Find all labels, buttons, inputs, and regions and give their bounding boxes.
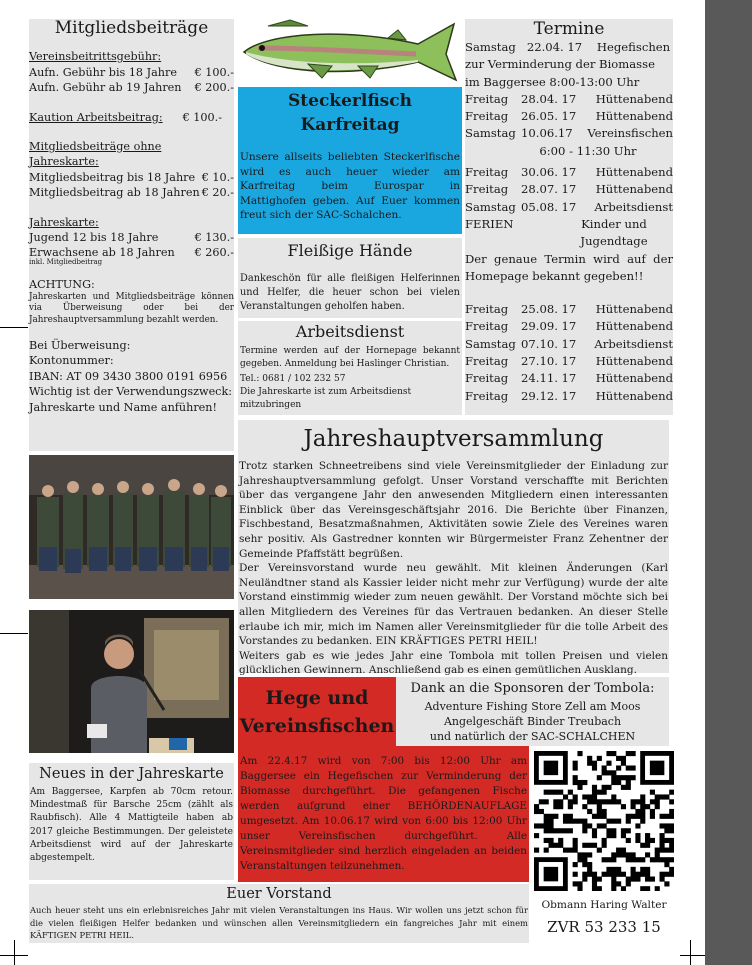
fish-icon (238, 18, 462, 84)
crop-mark (0, 633, 28, 634)
dates-list (465, 91, 673, 143)
steckerlfisch-title: Steckerlfisch Karfreitag (288, 91, 412, 135)
entry-fee-heading: Vereinsbeitrittsgebühr: (29, 50, 162, 64)
attention-text: Jahreskarten und Mitgliedsbeiträge können via Überweisung oder bei der Jahreshauptversammlung bezahlt werden. (29, 292, 234, 325)
deposit-row: Kaution Arbeitsbeitrag: € 100.- (29, 110, 222, 124)
work-duty-text: Termine werden auf der Hornepage bekannt gegeben. Anmeldung bei Haslinger Christian. (240, 346, 460, 369)
date-row: Freitag 29.09. 17 Hüttenabend (465, 319, 673, 334)
date-row: Freitag 25.08. 17 Hüttenabend (465, 302, 673, 317)
sponsors-box (396, 677, 669, 746)
purpose-label: Wichtig ist der Verwendungszweck: (29, 385, 233, 399)
card-note: inkl. Mitgliedbeitrag (29, 257, 103, 266)
transfer-heading: Bei Überweisung: (29, 338, 131, 352)
sponsors-title: Dank an die Sponsoren der Tombola: (410, 681, 655, 696)
speaker-photo (29, 610, 234, 753)
hege-text: Am 22.4.17 wird von 7:00 bis 12:00 Uhr am Baggersee ein Hegefischen zur Verminderung der Biomasse durchgeführt. Die gefangenen Fische werden aufgrund einer BEHÖRDENAUFLAGE umgesetzt. Am 10.06.17 wird von 6:00 bis 12:00 Uhr unser Vereinsfischen durchgeführt. Alle Vereinsmitglieder sind herzlich eingeladen an beiden Veranstaltungen teilzunehmen. (240, 755, 527, 872)
work-duty-phone: Tel.: 0681 / 102 232 57 (240, 374, 346, 384)
fee-row: Mitgliedsbeitrag bis 18 Jahre € 10.- (29, 170, 234, 184)
crop-mark (0, 327, 28, 328)
fees-title: Mitgliedsbeiträge (54, 18, 209, 38)
time-line: 6:00 - 11:30 Uhr (539, 143, 637, 158)
nocard-heading: Mitgliedsbeiträge ohne Jahreskarte: (29, 140, 162, 169)
board-title: Euer Vorstand (226, 886, 332, 902)
news-title: Neues in der Jahreskarte (39, 766, 224, 782)
work-duty-box (238, 321, 462, 415)
card-heading: Jahreskarte: (29, 215, 99, 229)
date-row-cont: zur Verminderung der Biomasse (465, 57, 655, 72)
date-row: Samstag 22.04. 17 Hegefischen (465, 40, 671, 54)
group-photo (29, 455, 234, 599)
steckerlfisch-box (238, 87, 462, 234)
dates-box (465, 19, 673, 415)
zvr-number: ZVR 53 233 15 (547, 918, 661, 936)
qr-code-icon[interactable] (534, 751, 674, 891)
annual-meeting-box (238, 420, 669, 677)
date-row: Freitag 27.10. 17 Hüttenabend (465, 354, 673, 369)
annual-meeting-text: Trotz starken Schneetreibens sind viele Vereinsmitglieder der Einladung zur Jahreshauptversammlung gefolgt. Unser Vorstand verschaffte mit Berichten über das vergangene Jahr den anwesenden Mitgliedern einen interessanten Einblick über das Vereinsgeschäftsjahr 2016. Die Berichte über Finanzen, Fischbestand, Besatzmaßnahmen, Aktivitäten sowie Ziele des Vereines waren sehr positiv. Als Gastredner konnten wir Bürgermeister Franz Zehentner der Gemeinde Pfaffstätt begrüßen. Der Vereinsvorstand wurde neu gewählt. Mit kleinen Änderungen (Karl Neuländtner stand als Kassier leider nicht mehr zur Verfügung) wurde der alte Vorstand einstimmig wieder zum neuen gewählt. Der Vorstand möchte sich bei allen Mitgliedern des Vereines für das Vertrauen bedanken. An dieser Stelle erlaube ich mir, mich im Namen aller Vereinsmitglieder für die tolle Arbeit des Vorstandes zu bedanken. EIN KRÄFTIGES PETRI HEIL! Weiters gab es wie jedes Jahr eine Tombola mit tollen Preisen und vielen glücklichen Gewinnern. Anschließend gab es einen gemütlichen Ausklang. (239, 460, 668, 677)
helpers-text: Dankeschön für alle fleißigen Helferinnen und Helfer, die heuer schon bei vielen Veranstaltungen geholfen haben. (240, 273, 460, 312)
account-label: Kontonummer: (29, 354, 114, 368)
date-row: Samstag 05.08. 17 Arbeitsdienst (465, 199, 673, 214)
crop-mark (680, 955, 705, 956)
attention-heading: ACHTUNG: (29, 277, 95, 291)
date-row-cont: im Baggersee 8:00-13:00 Uhr (465, 74, 640, 89)
dates-list (465, 301, 673, 405)
work-duty-card-note: Die Jahreskarte ist zum Arbeitsdienst mitzubringen (240, 387, 412, 410)
fee-row: Aufn. Gebühr bis 18 Jahre € 100.- (29, 65, 234, 79)
helpers-box (238, 238, 462, 318)
fee-row: Mitgliedsbeitrag ab 18 Jahren € 20.- (29, 186, 234, 200)
dates-title: Termine (533, 19, 605, 39)
date-row: Freitag 26.05. 17 Hüttenabend (465, 109, 673, 124)
crop-mark (14, 940, 15, 965)
date-row: Freitag 28.07. 17 Hüttenabend (465, 182, 673, 197)
news-box (29, 763, 234, 880)
date-row: Freitag 28.04. 17 Hüttenabend (465, 91, 673, 106)
date-row: Freitag 24.11. 17 Hüttenabend (465, 371, 673, 386)
membership-fees-box (29, 19, 234, 451)
holiday-row: FERIEN Kinder und Jugendtage (465, 216, 648, 249)
helpers-title: Fleißige Hände (287, 241, 413, 260)
date-row: Freitag 30.06. 17 Hüttenabend (465, 165, 673, 180)
hege-title-box (238, 677, 396, 746)
hege-text-box (238, 746, 529, 882)
fee-row: Jugend 12 bis 18 Jahre € 130.- (29, 231, 234, 245)
annual-meeting-title: Jahreshauptversammlung (303, 426, 604, 452)
sponsors-list: Adventure Fishing Store Zell am Moos Angelgeschäft Binder Treubach und natürlich der SAC-SCHALCHEN (424, 700, 641, 743)
hege-title: Hege und Vereinsfischen (239, 687, 395, 737)
date-row: Samstag 10.06.17 Vereinsfischen (465, 126, 673, 141)
date-row: Freitag 29.12. 17 Hüttenabend (465, 388, 673, 403)
purpose-text: Jahreskarte und Name anführen! (29, 400, 218, 414)
fee-row: Aufn. Gebühr ab 19 Jahren € 200.- (29, 81, 234, 95)
board-box (29, 884, 529, 943)
work-duty-title: Arbeitsdienst (295, 322, 405, 341)
page-edge-bar (705, 0, 752, 965)
chairman: Obmann Haring Walter (541, 899, 667, 911)
dates-note: Der genaue Termin wird auf der Homepage bekannt gegeben!! (465, 251, 673, 283)
crop-mark (690, 940, 691, 965)
board-text: Auch heuer steht uns ein erlebnisreiches Jahr mit vielen Veranstaltungen ins Haus. Wir wollen uns jetzt schon für die vielen fleißigen Helfer bedanken und wünschen allen Vereinsmitgliedern ein fangreiches Jahr mit einem KÄFTIGEN PETRI HEIL. (30, 905, 528, 940)
date-row: Samstag 07.10. 17 Arbeitsdienst (465, 336, 673, 351)
dates-list (465, 164, 673, 216)
steckerlfisch-text: Unsere allseits beliebten Steckerlfische wird es auch heuer wieder am Karfreitag beim Eurospar in Mattighofen geben. Auf Euer kommen freut sich der SAC-Schalchen. (240, 151, 460, 222)
news-text: Am Baggersee, Karpfen ab 70cm retour. Mindestmaß für Barsche 25cm (zählt als Raubfisch). Alle 4 Mattigteile haben ab 2017 gleiche Bestimmungen. Der geleistete Arbeitsdienst wird auf der Jahreskarte abgestempelt. (30, 787, 233, 864)
iban: IBAN: AT 09 3430 3800 0191 6956 (29, 369, 228, 383)
fee-row: Erwachsene ab 18 Jahren € 260.- (29, 246, 234, 260)
